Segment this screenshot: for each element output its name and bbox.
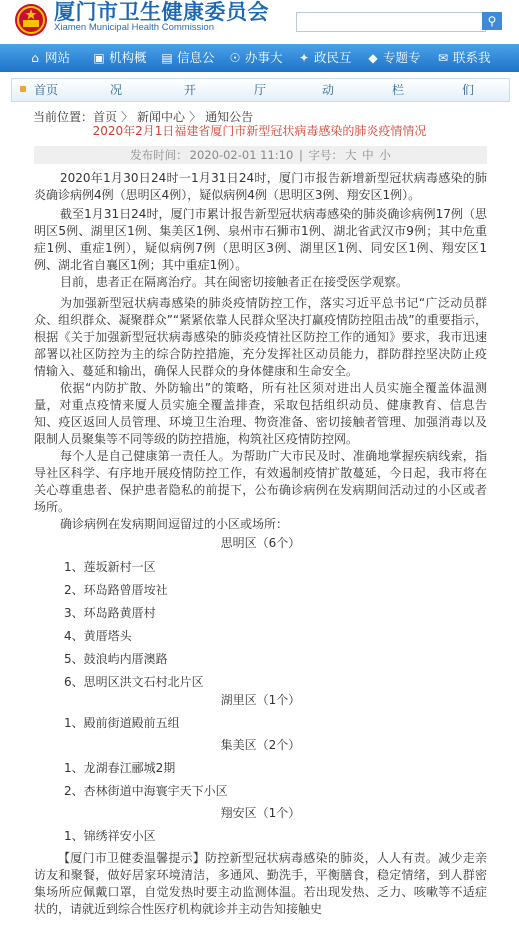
home-icon: ⌂	[31, 51, 39, 65]
subnav-item-column[interactable]: 栏	[392, 83, 405, 97]
health-tip: 【厦门市卫健委温馨提示】防控新型冠状病毒感染的肺炎，人人有责。减少走亲访友和聚餐，做好居家环境清洁，多通风、勤洗手，平衡膳食，稳定情绪，到人群密集场所应佩戴口罩，自觉发热时要主动监测体温。若出现发热、乏力、咳嗽等不适症状的，请就近到综合性医疗机构就诊并主动告知接触史	[34, 851, 487, 916]
paragraph: 依据“内防扩散、外防输出”的策略，所有社区须对进出人员实施全覆盖体温测量，对重点疫情来厦人员实施全覆盖排查，采取包括组织动员、健康教育、信息告知、疫区返回人员管理、环境卫生治理、物资准备、密切接触者管理、加强消毒以及限制人员聚集等不同等级的防控措施，构筑社区疫情防控网。	[34, 381, 487, 446]
nav-item-home[interactable]: ⌂ 网站	[28, 44, 70, 72]
paragraph: 2020年1月30日24时一1月31日24时，厦门市报告新增新型冠状病毒感染的肺炎确诊病例4例（思明区4例），疑似病例4例（思明区3例、翔安区1例）。	[34, 171, 487, 202]
breadcrumb-notice[interactable]: 通知公告	[205, 110, 254, 124]
topic-icon: ◆	[368, 51, 378, 65]
paragraph: 确诊病例在发病期间逗留过的小区或场所：	[60, 517, 289, 531]
district-heading: 思明区（6个）	[220, 536, 301, 550]
breadcrumb-label: 当前位置：	[33, 110, 94, 124]
article-meta	[34, 146, 487, 164]
nav-item-service[interactable]: ☉ 办事大	[228, 44, 283, 72]
subnav-item-home[interactable]: 首页	[34, 83, 59, 97]
org-icon: ▣	[93, 51, 105, 65]
search-icon: ⚲	[487, 14, 497, 28]
place-item: 5、鼓浪屿内厝澳路	[64, 652, 168, 666]
search-button[interactable]	[482, 12, 502, 30]
paragraph: 每个人是自己健康第一责任人。为帮助广大市民及时、准确地掌握疾病线索，指导社区科学、有序地开展疫情防控工作，有效遏制疫情扩散蔓延，今日起，我市将在关心尊重患者、保护患者隐私的前提下，公布确诊病例在发病期间活动过的小区或者场所。	[34, 449, 487, 514]
main-nav	[0, 44, 519, 72]
place-item: 2、环岛路曾厝垵社	[64, 583, 168, 597]
place-item: 1、莲坂新村一区	[64, 560, 156, 574]
breadcrumb-separator: 〉	[189, 110, 202, 124]
subnav-item-open[interactable]: 开	[184, 83, 197, 97]
paragraph: 目前，患者正在隔离治疗。其在闽密切接触者正在接受医学观察。	[60, 275, 409, 289]
nav-item-contact[interactable]: ✉ 联系我	[436, 44, 491, 72]
meta-time-label: 发布时间：	[130, 148, 188, 162]
info-icon: ▤	[161, 51, 173, 65]
font-size-small[interactable]: 小	[379, 148, 391, 162]
search-box	[296, 12, 506, 30]
place-item: 6、思明区洪文石村北片区	[64, 675, 204, 689]
nav-item-topic[interactable]: ◆ 专题专	[366, 44, 421, 72]
paragraph: 截至1月31日24时，厦门市累计报告新型冠状病毒感染的肺炎确诊病例17例（思明区5例、湖里区1例、集美区1例、泉州市石狮市1例、湖北省武汉市9例；其中危重症1例、重症1例），疑似病例7例（思明区3例、湖里区1例、同安区1例、翔安区1例、湖北省自襄区1例；其中重症1例）。	[34, 207, 487, 272]
nav-item-org[interactable]: ▣ 机构概	[92, 44, 147, 72]
font-size-large[interactable]: 大	[345, 148, 357, 162]
breadcrumb-news[interactable]: 新闻中心	[137, 110, 186, 124]
breadcrumb-separator: 〉	[121, 110, 134, 124]
place-item: 1、锦绣祥安小区	[64, 829, 156, 843]
contact-icon: ✉	[437, 51, 449, 65]
meta-time: 2020-02-01 11:10	[189, 148, 294, 162]
subnav-item-us[interactable]: 们	[462, 83, 475, 97]
subnav-item-interact[interactable]: 动	[322, 83, 335, 97]
site-subtitle: Xiamen Municipal Health Commission	[54, 22, 214, 33]
nav-item-interaction[interactable]: ✦ 政民互	[297, 44, 352, 72]
sub-nav	[11, 78, 510, 102]
breadcrumb-home[interactable]: 首页	[93, 110, 118, 124]
paragraph: 为加强新型冠状病毒感染的肺炎疫情防控工作，落实习近平总书记“广泛动员群众、组织群众、凝聚群众”“紧紧依靠人民群众坚决打赢疫情防控阻击战”的重要指示，根据《关于加强新型冠状病毒感染的肺炎疫情社区防控工作的通知》要求，我市迅速部署以社区防控为主的综合防控措施，充分发挥社区动员能力，群防群控坚决防止疫情输入、蔓延和输出，确保人民群众的身体健康和生命安全。	[34, 296, 487, 378]
district-heading: 集美区（2个）	[220, 738, 301, 752]
article-title: 2020年2月1日福建省厦门市新型冠状病毒感染的肺炎疫情情况	[92, 124, 427, 138]
meta-separator: |	[298, 148, 303, 162]
district-heading: 翔安区（1个）	[220, 806, 301, 820]
meta-font-label: 字号：	[308, 148, 343, 162]
interaction-icon: ✦	[298, 51, 310, 65]
subnav-item-hall[interactable]: 厅	[254, 83, 267, 97]
place-item: 1、殿前街道殿前五组	[64, 716, 180, 730]
emblem-icon	[14, 3, 48, 37]
subnav-bullet-icon	[20, 86, 26, 92]
place-item: 1、龙湖春江郦城2期	[64, 761, 176, 775]
service-icon: ☉	[229, 51, 241, 65]
place-item: 4、黄厝塔头	[64, 629, 132, 643]
search-input[interactable]	[296, 12, 486, 32]
district-heading: 湖里区（1个）	[220, 693, 301, 707]
place-item: 2、杏林街道中海寰宇天下小区	[64, 784, 228, 798]
subnav-item-overview[interactable]: 况	[110, 83, 123, 97]
place-item: 3、环岛路黄厝村	[64, 606, 156, 620]
nav-item-info[interactable]: ▤ 信息公	[160, 44, 215, 72]
site-title: 厦门市卫生健康委员会	[54, 0, 269, 24]
font-size-medium[interactable]: 中	[362, 148, 374, 162]
site-header	[0, 0, 519, 44]
